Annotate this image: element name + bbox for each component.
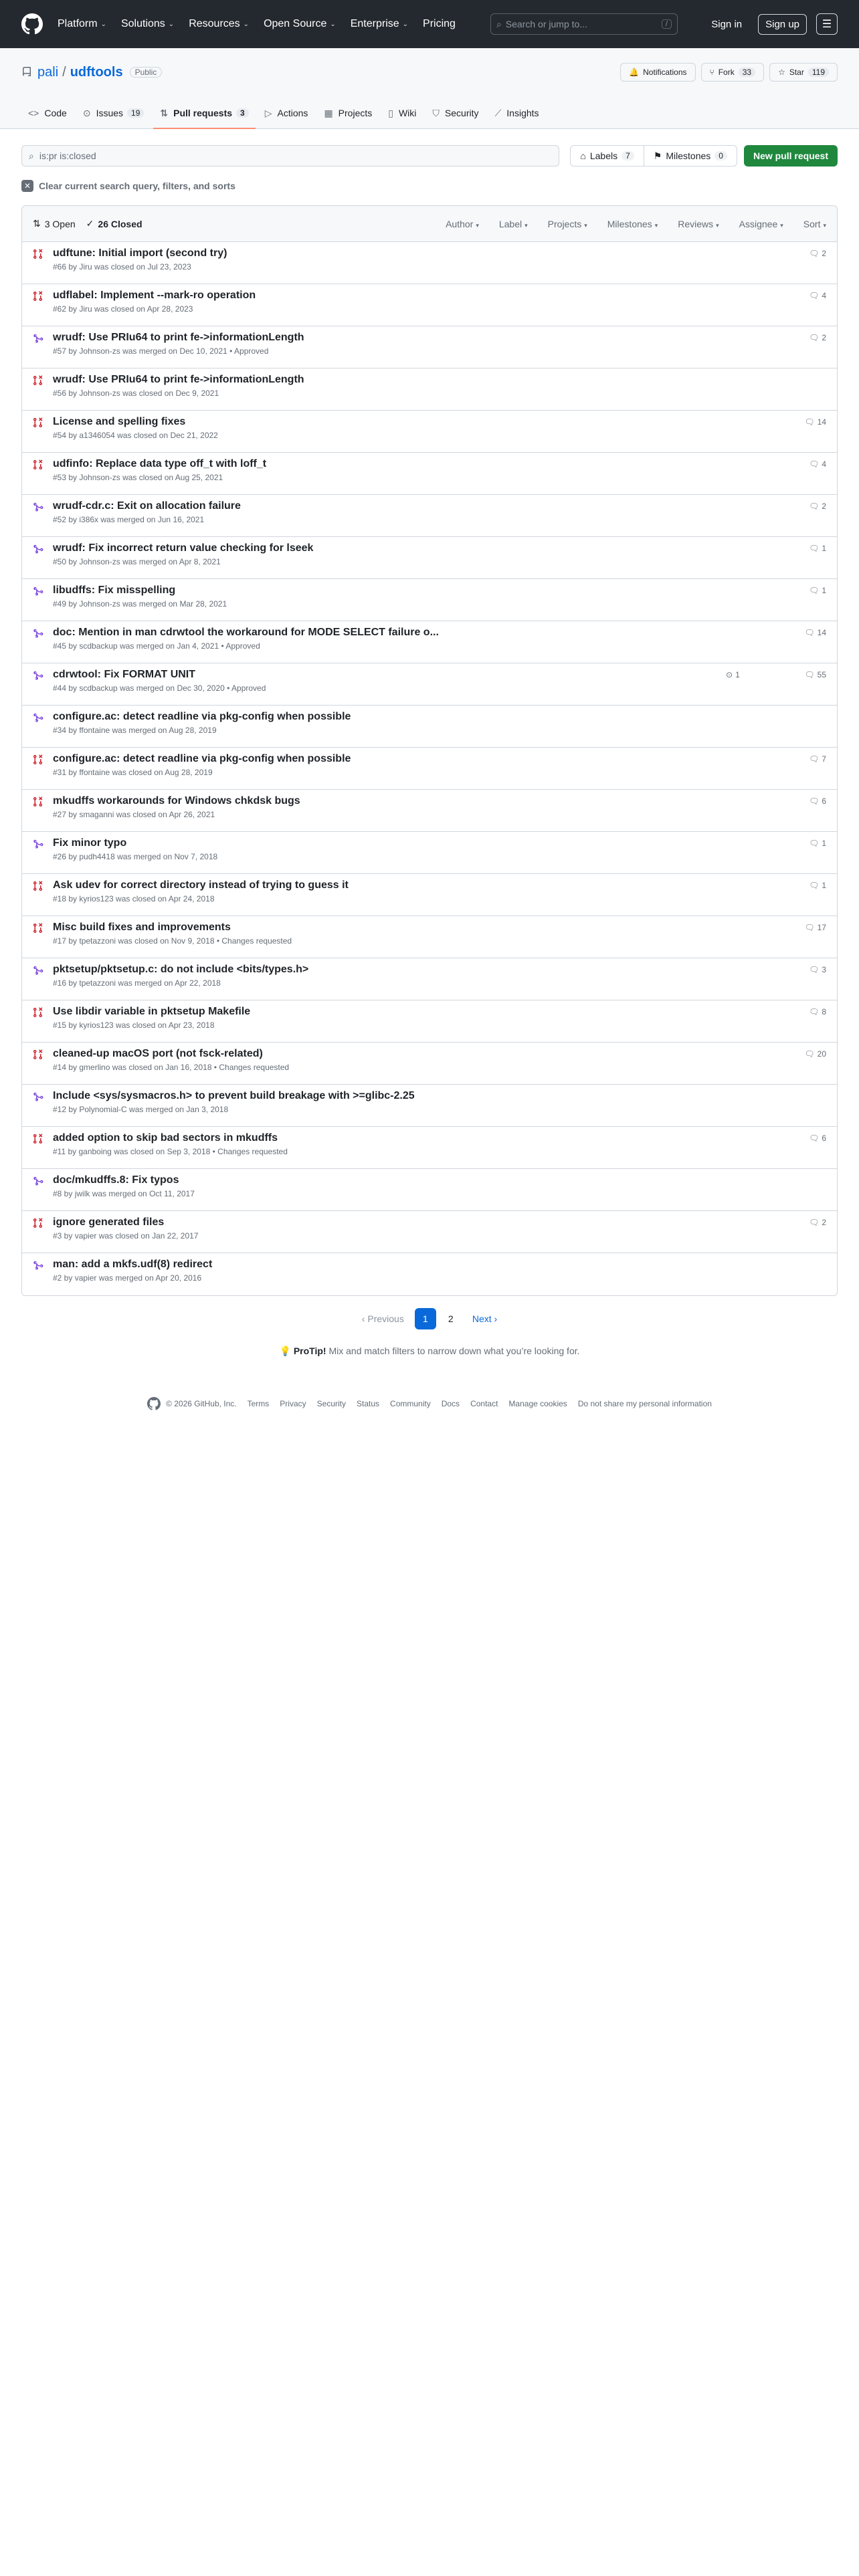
pr-row-right (726, 458, 826, 489)
pr-comment-count[interactable]: 🗨 2 (809, 502, 826, 511)
pr-row-right (726, 332, 826, 362)
pr-comment-count[interactable]: 🗨 2 (809, 1218, 826, 1227)
pr-comment-count[interactable]: 🗨 7 (809, 754, 826, 764)
pr-row (22, 284, 837, 326)
pr-row (22, 874, 837, 916)
visibility-badge: Public (130, 67, 163, 78)
pr-row-body (53, 964, 726, 994)
pr-title-link[interactable]: cdrwtool: Fix FORMAT UNIT (53, 669, 196, 680)
pr-comment-count[interactable]: 🗨 55 (804, 670, 826, 679)
pr-row (22, 706, 837, 748)
repo-separator: / (62, 64, 66, 80)
pr-meta: #49 by Johnson-zs was merged on Mar 28, 2021 (53, 599, 227, 609)
pr-title-link[interactable]: License and spelling fixes (53, 416, 186, 427)
comment-icon: 🗨 (804, 628, 815, 637)
pr-meta: #62 by Jiru was closed on Apr 28, 2023 (53, 304, 193, 314)
comment-icon: 🗨 (809, 291, 820, 300)
global-nav (58, 18, 470, 30)
pr-row (22, 790, 837, 832)
pr-row-body (53, 1132, 726, 1163)
pr-title-link[interactable]: Fix minor typo (53, 837, 127, 849)
pr-meta: #26 by pudh4418 was merged on Nov 7, 2018 (53, 852, 218, 861)
filter-input[interactable]: ⌕ is:pr is:closed (21, 145, 559, 167)
close-icon: ✕ (21, 180, 33, 192)
code-icon: <> (28, 108, 39, 118)
chevron-down-icon: ⌄ (330, 20, 336, 28)
merged-pr-icon (33, 837, 43, 868)
pr-row (22, 495, 837, 537)
pr-meta: #54 by a1346054 was closed on Dec 21, 2022 (53, 431, 218, 440)
fork-button[interactable]: ⑂ Fork 33 (701, 63, 765, 82)
comment-icon: 🗨 (809, 333, 820, 342)
footer-link-terms[interactable]: Terms (247, 1399, 270, 1408)
closed-pr-icon (33, 1048, 43, 1079)
comment-icon: 🗨 (809, 249, 820, 258)
closed-pr-icon (33, 416, 43, 447)
pr-row-body (53, 627, 726, 657)
pr-row (22, 368, 837, 411)
pr-row (22, 748, 837, 790)
pr-title-link[interactable]: pktsetup/pktsetup.c: do not include <bits/types.h> (53, 964, 309, 975)
pr-row-body (53, 1048, 726, 1079)
nav-platform[interactable]: Platform ⌄ (58, 18, 106, 29)
merged-pr-icon (33, 669, 43, 700)
pr-title-link[interactable]: Ask udev for correct directory instead of trying to guess it (53, 879, 349, 891)
merged-pr-icon (33, 1174, 43, 1205)
search-icon: ⌕ (496, 18, 502, 29)
pr-title-link[interactable]: configure.ac: detect readline via pkg-config when possible (53, 711, 351, 722)
pr-row-right (726, 627, 826, 657)
pr-row-body (53, 247, 726, 278)
open-filter[interactable]: ⇅ 3 Open (33, 218, 76, 229)
pr-title-link[interactable]: wrudf-cdr.c: Exit on allocation failure (53, 500, 241, 512)
pr-row-body (53, 1174, 726, 1205)
pr-row-right (726, 669, 826, 700)
pr-title-link[interactable]: added option to skip bad sectors in mkudffs (53, 1132, 278, 1144)
pr-comment-count[interactable]: 🗨 20 (804, 1049, 826, 1059)
fork-icon: ⑂ (709, 68, 714, 77)
pr-row-right (726, 416, 826, 447)
footer-link-contact[interactable]: Contact (470, 1399, 498, 1408)
pr-row (22, 1169, 837, 1211)
chevron-down-icon: ⌄ (168, 20, 175, 28)
pr-row (22, 663, 837, 706)
pr-row-right (726, 922, 826, 952)
closed-pr-icon (33, 458, 43, 489)
play-icon: ▷ (264, 107, 272, 118)
closed-pr-icon (33, 879, 43, 910)
pr-meta: #12 by Polynomial-C was merged on Jan 3, 2018 (53, 1105, 229, 1114)
footer-link-privacy[interactable]: Privacy (280, 1399, 306, 1408)
pr-meta: #15 by kyrios123 was closed on Apr 23, 2018 (53, 1021, 215, 1030)
pr-row-right (726, 374, 826, 405)
caret-down-icon: ▾ (476, 221, 479, 229)
repo-owner-link[interactable]: pali (37, 64, 59, 80)
comment-icon: 🗨 (809, 796, 820, 806)
pr-row-body (53, 1259, 726, 1290)
page-1[interactable]: 1 (415, 1308, 436, 1329)
pr-row (22, 326, 837, 368)
pr-rows (22, 242, 837, 1295)
pr-row-body (53, 753, 726, 784)
pr-row-body (53, 922, 726, 952)
author-filter[interactable]: Author ▾ (446, 218, 479, 229)
pr-row-right (726, 1132, 826, 1163)
pr-title-link[interactable]: ignore generated files (53, 1216, 165, 1228)
pr-title-link[interactable]: mkudffs workarounds for Windows chkdsk bugs (53, 795, 300, 807)
comment-icon: 🗨 (809, 754, 820, 764)
new-pull-request-button[interactable]: New pull request (744, 145, 838, 167)
pr-row (22, 1000, 837, 1043)
repo-name-link[interactable]: udftools (70, 64, 123, 80)
tab-code[interactable]: <> Code (28, 108, 67, 118)
caret-down-icon: ▾ (780, 221, 783, 229)
pr-title-link[interactable]: udfinfo: Replace data type off_t with loff_t (53, 458, 267, 469)
book-icon: ▯ (388, 107, 393, 118)
pr-comment-count[interactable]: 🗨 6 (809, 796, 826, 806)
pr-row-body (53, 1090, 726, 1121)
pr-row-right (726, 879, 826, 910)
page-2[interactable]: 2 (448, 1313, 454, 1324)
repo-icon (21, 67, 32, 78)
repo-header (0, 48, 859, 129)
pr-row-right (726, 711, 826, 742)
pr-meta: #66 by Jiru was closed on Jul 23, 2023 (53, 262, 191, 272)
labels-milestones (570, 145, 737, 167)
merged-pr-icon (33, 584, 43, 615)
pr-row-right (726, 247, 826, 278)
pr-meta: #27 by smaganni was closed on Apr 26, 2021 (53, 810, 215, 819)
pr-row-right (726, 290, 826, 320)
tab-issues[interactable]: ⊙ Issues 19 (76, 98, 151, 128)
github-mark-icon (147, 1397, 161, 1410)
pr-comment-count[interactable]: 🗨 6 (809, 1134, 826, 1143)
footer (21, 1397, 838, 1410)
pr-row-body (53, 332, 726, 362)
pr-meta: #34 by ffontaine was merged on Aug 28, 2019 (53, 726, 217, 735)
caret-down-icon: ▾ (654, 221, 658, 229)
caret-down-icon: ▾ (823, 221, 826, 229)
sort-filter[interactable]: Sort ▾ (803, 218, 826, 229)
pr-row-right (726, 1174, 826, 1205)
pr-title-link[interactable]: libudffs: Fix misspelling (53, 584, 176, 596)
tag-icon: ⌂ (580, 150, 586, 161)
pr-meta: #11 by ganboing was closed on Sep 3, 2018 • Changes requested (53, 1147, 288, 1156)
closed-pr-icon (33, 753, 43, 784)
main-content (0, 145, 859, 1410)
sign-up-button[interactable]: Sign up (758, 14, 807, 35)
comment-icon: 🗨 (809, 881, 820, 890)
tab-pull-requests[interactable]: ⇅ Pull requests 3 (153, 98, 255, 128)
pr-row-right (726, 1216, 826, 1247)
closed-pr-icon (33, 795, 43, 826)
pr-row-body (53, 879, 726, 910)
pr-title-link[interactable]: cleaned-up macOS port (not fsck-related) (53, 1048, 263, 1059)
header-actions (711, 13, 838, 35)
pr-row-right (726, 542, 826, 573)
pr-row-body (53, 837, 726, 868)
pull-request-icon: ⇅ (160, 107, 169, 118)
pr-title-link[interactable]: udftune: Initial import (second try) (53, 247, 227, 259)
pr-meta: #18 by kyrios123 was closed on Apr 24, 2018 (53, 894, 215, 903)
review-icon: ⊙ (726, 670, 733, 679)
protip: 💡 ProTip! Mix and match filters to narrow down what you’re looking for. (279, 1346, 580, 1356)
pr-row (22, 537, 837, 579)
pr-comment-count[interactable]: 🗨 4 (809, 291, 826, 300)
pr-meta: #57 by Johnson-zs was merged on Dec 10, 2021 • Approved (53, 346, 269, 356)
search-input[interactable]: ⌕ Search or jump to... / (490, 13, 678, 35)
pr-list (21, 205, 838, 1296)
caret-down-icon: ▾ (584, 221, 587, 229)
closed-pr-icon (33, 247, 43, 278)
footer-link-security[interactable]: Security (316, 1399, 346, 1408)
pr-row (22, 411, 837, 453)
reviews-filter[interactable]: Reviews ▾ (678, 218, 719, 229)
pr-meta: #31 by ffontaine was closed on Aug 28, 2019 (53, 768, 213, 777)
merged-pr-icon (33, 1090, 43, 1121)
pr-comment-count[interactable]: 🗨 2 (809, 249, 826, 258)
pr-meta: #52 by i386x was merged on Jun 16, 2021 (53, 515, 205, 524)
pr-meta: #53 by Johnson-zs was closed on Aug 25, 2021 (53, 473, 223, 482)
comment-icon: 🗨 (804, 417, 815, 427)
pr-comment-count[interactable]: 🗨 1 (809, 839, 826, 848)
pr-title-link[interactable]: Misc build fixes and improvements (53, 922, 231, 933)
pr-row (22, 453, 837, 495)
closed-pr-icon (33, 1216, 43, 1247)
tab-insights[interactable]: ⟋ Insights (494, 107, 539, 118)
milestones-filter[interactable]: Milestones ▾ (607, 218, 658, 229)
pr-title-link[interactable]: Include <sys/sysmacros.h> to prevent build breakage with >=glibc-2.25 (53, 1090, 415, 1101)
pr-comment-count[interactable]: 🗨 8 (809, 1007, 826, 1016)
filter-row (21, 145, 838, 167)
pr-row (22, 621, 837, 663)
pr-row-right (726, 500, 826, 531)
pr-row (22, 958, 837, 1000)
pr-meta: #17 by tpetazzoni was closed on Nov 9, 2018 • Changes requested (53, 936, 292, 946)
pr-meta: #44 by scdbackup was merged on Dec 30, 2020 • Approved (53, 683, 266, 693)
pr-row-body (53, 669, 726, 700)
merged-pr-icon (33, 500, 43, 531)
comment-icon: 🗨 (804, 1049, 815, 1059)
pr-row (22, 1211, 837, 1253)
pr-row-body (53, 584, 726, 615)
closed-pr-icon (33, 290, 43, 320)
pr-meta: #45 by scdbackup was merged on Jan 4, 2021 • Approved (53, 641, 260, 651)
assignee-filter[interactable]: Assignee ▾ (739, 218, 783, 229)
pr-meta: #8 by jwilk was merged on Oct 11, 2017 (53, 1189, 195, 1198)
pull-request-icon: ⇅ (33, 218, 41, 229)
milestones-button[interactable]: ⚑ Milestones 0 (644, 146, 737, 166)
pr-comment-count[interactable]: 🗨 2 (809, 333, 826, 342)
fork-count: 33 (739, 68, 755, 77)
pr-comment-count[interactable]: 🗨 1 (809, 881, 826, 890)
comment-icon: 🗨 (809, 459, 820, 469)
clear-filters-link[interactable]: ✕ Clear current search query, filters, and sorts (21, 180, 838, 192)
pr-row-body (53, 416, 726, 447)
comment-icon: 🗨 (804, 923, 815, 932)
notifications-button[interactable]: 🔔 Notifications (620, 63, 695, 82)
merged-pr-icon (33, 964, 43, 994)
caret-down-icon: ▾ (716, 221, 719, 229)
pr-meta: #50 by Johnson-zs was merged on Apr 8, 2021 (53, 557, 221, 566)
merged-pr-icon (33, 711, 43, 742)
merged-pr-icon (33, 627, 43, 657)
pr-row-right (726, 753, 826, 784)
pr-row-right (726, 837, 826, 868)
pr-title-link[interactable]: Use libdir variable in pktsetup Makefile (53, 1006, 251, 1017)
list-filters (446, 219, 826, 229)
pr-row (22, 832, 837, 874)
pr-title-link[interactable]: wrudf: Fix incorrect return value checking for lseek (53, 542, 314, 554)
menu-icon[interactable]: ☰ (816, 13, 838, 35)
pr-title-link[interactable]: configure.ac: detect readline via pkg-config when possible (53, 753, 351, 764)
pr-row-body (53, 1006, 726, 1037)
pr-review-count[interactable]: ⊙ 1 (726, 670, 740, 679)
pr-row-right (726, 1259, 826, 1290)
comment-icon: 🗨 (809, 1134, 820, 1143)
lightbulb-icon: 💡 (279, 1346, 291, 1356)
check-icon: ✓ (86, 218, 94, 229)
nav-open-source[interactable]: Open Source ⌄ (264, 18, 336, 29)
pr-comment-count[interactable]: 🗨 3 (809, 965, 826, 974)
tab-actions[interactable]: ▷ Actions (264, 107, 308, 118)
table-icon: ▦ (324, 107, 333, 118)
pr-row-right (726, 795, 826, 826)
repo-tabs (21, 98, 838, 128)
pr-row-body (53, 1216, 726, 1247)
comment-icon: 🗨 (809, 544, 820, 553)
pr-comment-count[interactable]: 🗨 1 (809, 544, 826, 553)
pr-meta: #2 by vapier was merged on Apr 20, 2016 (53, 1273, 202, 1283)
merged-pr-icon (33, 332, 43, 362)
comment-icon: 🗨 (804, 670, 815, 679)
pr-title-link[interactable]: doc: Mention in man cdrwtool the workaround for MODE SELECT failure o... (53, 627, 439, 638)
next-page[interactable]: Next › (472, 1313, 498, 1324)
star-button[interactable]: ☆ Star 119 (769, 63, 838, 82)
closed-pr-icon (33, 1132, 43, 1163)
labels-button[interactable]: ⌂ Labels 7 (571, 146, 643, 166)
pr-row-right (726, 1006, 826, 1037)
previous-page[interactable]: ‹ Previous (361, 1313, 404, 1324)
closed-pr-icon (33, 922, 43, 952)
pr-comment-count[interactable]: 🗨 4 (809, 459, 826, 469)
sign-in-link[interactable]: Sign in (711, 18, 743, 30)
nav-enterprise[interactable]: Enterprise ⌄ (350, 18, 409, 29)
global-header (0, 0, 859, 48)
tab-wiki[interactable]: ▯ Wiki (388, 107, 417, 118)
pr-row (22, 1043, 837, 1085)
comment-icon: 🗨 (809, 965, 820, 974)
projects-filter[interactable]: Projects ▾ (547, 218, 587, 229)
issue-icon: ⊙ (82, 107, 91, 118)
github-logo-icon[interactable] (21, 13, 43, 35)
nav-resources[interactable]: Resources ⌄ (189, 18, 250, 29)
repo-title (21, 59, 838, 86)
pr-meta: #16 by tpetazzoni was merged on Apr 22, 2018 (53, 978, 221, 988)
chevron-down-icon: ⌄ (100, 20, 106, 28)
footer-link-status[interactable]: Status (357, 1399, 380, 1408)
merged-pr-icon (33, 542, 43, 573)
pr-row (22, 242, 837, 284)
closed-pr-icon (33, 374, 43, 405)
pr-meta: #3 by vapier was closed on Jan 22, 2017 (53, 1231, 199, 1241)
pr-row-right (726, 584, 826, 615)
pr-row-body (53, 795, 726, 826)
caret-down-icon: ▾ (524, 221, 528, 229)
search-shortcut: / (662, 19, 672, 29)
milestone-icon: ⚑ (653, 150, 662, 161)
pr-row-body (53, 711, 726, 742)
pr-row-body (53, 458, 726, 489)
comment-icon: 🗨 (809, 502, 820, 511)
pr-row (22, 1085, 837, 1127)
pagination (21, 1308, 838, 1329)
repo-actions (620, 63, 838, 82)
pr-list-header (22, 206, 837, 242)
pr-meta: #14 by gmerlino was closed on Jan 16, 2018 • Changes requested (53, 1063, 290, 1072)
pr-title-link[interactable]: wrudf: Use PRIu64 to print fe->informationLength (53, 374, 304, 385)
pr-row (22, 916, 837, 958)
bell-icon: 🔔 (629, 68, 640, 77)
closed-pr-icon (33, 1006, 43, 1037)
pr-title-link[interactable]: man: add a mkfs.udf(8) redirect (53, 1259, 213, 1270)
pr-title-link[interactable]: wrudf: Use PRIu64 to print fe->informationLength (53, 332, 304, 343)
footer-link-manage-cookies[interactable]: Manage cookies (508, 1399, 567, 1408)
pr-title-link[interactable]: udflabel: Implement --mark-ro operation (53, 290, 256, 301)
tab-security[interactable]: ⛉ Security (432, 107, 479, 118)
search-icon: ⌕ (29, 150, 34, 161)
footer-link-docs[interactable]: Docs (441, 1399, 460, 1408)
star-count: 119 (808, 68, 829, 77)
pr-row (22, 1127, 837, 1169)
pr-comment-count[interactable]: 🗨 1 (809, 586, 826, 595)
footer-copyright: © 2026 GitHub, Inc. (147, 1397, 237, 1410)
comment-icon: 🗨 (809, 839, 820, 848)
pr-row-right (726, 1090, 826, 1121)
comment-icon: 🗨 (809, 1218, 820, 1227)
graph-icon: ⟋ (494, 107, 502, 118)
label-filter[interactable]: Label ▾ (498, 218, 528, 229)
pr-meta: #56 by Johnson-zs was closed on Dec 9, 2021 (53, 389, 219, 398)
merged-pr-icon (33, 1259, 43, 1290)
pr-comment-count[interactable]: 🗨 17 (804, 923, 826, 932)
pr-row-right (726, 1048, 826, 1079)
pr-comment-count[interactable]: 🗨 14 (804, 628, 826, 637)
closed-filter[interactable]: ✓ 26 Closed (86, 218, 142, 229)
nav-pricing[interactable]: Pricing (423, 18, 456, 29)
chevron-down-icon: ⌄ (402, 20, 409, 28)
pr-title-link[interactable]: doc/mkudffs.8: Fix typos (53, 1174, 179, 1186)
pr-row-right (726, 964, 826, 994)
comment-icon: 🗨 (809, 1007, 820, 1016)
pr-row-body (53, 500, 726, 531)
pr-row-body (53, 290, 726, 320)
chevron-down-icon: ⌄ (243, 20, 250, 28)
pr-row (22, 1253, 837, 1295)
nav-solutions[interactable]: Solutions ⌄ (120, 18, 175, 29)
tab-projects[interactable]: ▦ Projects (324, 107, 373, 118)
pr-comment-count[interactable]: 🗨 14 (804, 417, 826, 427)
pr-row-body (53, 374, 726, 405)
pr-row-body (53, 542, 726, 573)
footer-link-do-not-share[interactable]: Do not share my personal information (577, 1399, 712, 1408)
comment-icon: 🗨 (809, 586, 820, 595)
pr-row (22, 579, 837, 621)
shield-icon: ⛉ (432, 107, 440, 118)
footer-link-community[interactable]: Community (390, 1399, 431, 1408)
star-icon: ☆ (778, 68, 785, 77)
